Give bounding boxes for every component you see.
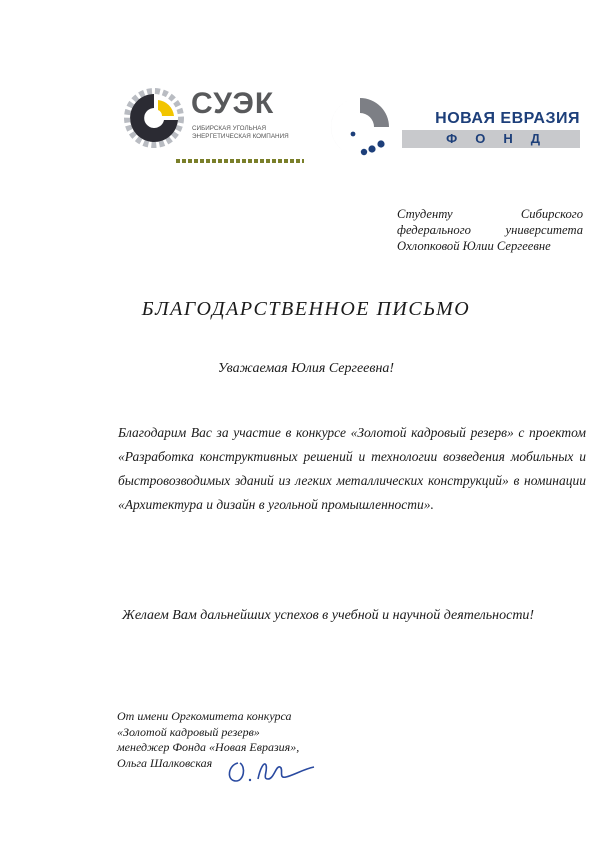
addressee-line-1: Студенту Сибирского <box>397 207 583 221</box>
addressee-line-2: федерального университета <box>397 223 583 237</box>
closing-wish: Желаем Вам дальнейших успехов в учебной и научной деятельности! <box>122 608 535 623</box>
signature-line-1: От имени Оргкомитета конкурса <box>117 709 292 723</box>
suek-subtitle-line2: ЭНЕРГЕТИЧЕСКАЯ КОМПАНИЯ <box>192 132 289 140</box>
signature-line-3: менеджер Фонда «Новая Евразия», <box>117 740 300 754</box>
suek-logo-name: СУЭК <box>191 87 275 120</box>
signature-line-4: Ольга Шалковская <box>117 755 213 770</box>
suek-logo-bar <box>176 159 304 163</box>
addressee-line-3: Охлопковой Юлии Сергеевне <box>397 239 551 253</box>
letter-body: Благодарим Вас за участие в конкурсе «Золотой кадровый резерв» с проектом «Разработка конструктивных решений и технологии возведения мобильных и быстровозводимых зданий из легких металлических конструкций» в номинации «Архитектура и дизайн в угольной промышленности». <box>118 425 586 512</box>
suek-gear-icon <box>124 86 186 150</box>
letter-title: БЛАГОДАРСТВЕННОЕ ПИСЬМО <box>141 298 471 320</box>
new-eurasia-fond-label: ФОНД <box>446 131 558 146</box>
new-eurasia-logo <box>330 96 580 158</box>
header-logos <box>0 0 612 175</box>
signature-line-2: «Золотой кадровый резерв» <box>117 724 260 739</box>
suek-logo <box>124 86 304 166</box>
new-eurasia-band <box>402 130 580 148</box>
new-eurasia-title: НОВАЯ ЕВРАЗИЯ <box>435 110 580 127</box>
salutation: Уважаемая Юлия Сергеевна! <box>217 361 395 376</box>
new-eurasia-emblem-icon <box>330 96 412 158</box>
suek-subtitle-line1: СИБИРСКАЯ УГОЛЬНАЯ <box>192 125 267 132</box>
addressee-block <box>397 206 583 254</box>
handwritten-signature <box>224 755 316 785</box>
suek-logo-subtitle <box>192 125 302 140</box>
